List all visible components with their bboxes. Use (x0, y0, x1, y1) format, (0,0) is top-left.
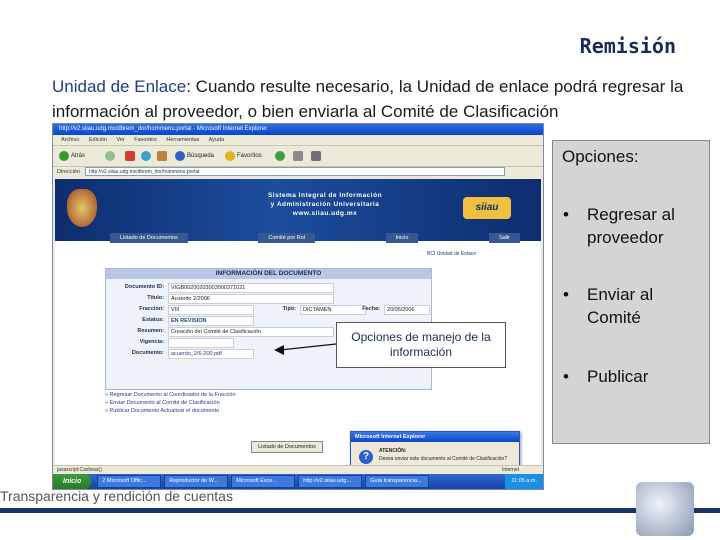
taskbar-item[interactable]: Guía transparencia... (365, 475, 429, 488)
address-input[interactable]: http://v2.siiau.udg.mx/dbrem_dor/hommenu.portal (85, 167, 505, 176)
site-name-line2: y Administración Universitaria (270, 201, 380, 208)
action-send-label: Enviar Documento al Comité de Clasificación (109, 400, 220, 406)
options-callout: Opciones de manejo de la información (336, 322, 506, 368)
taskbar-item[interactable]: http://v2.siiau.udg... (298, 475, 362, 488)
site-url: www.siiau.udg.mx (292, 210, 358, 217)
tipo-label: Tipo: (282, 306, 296, 312)
action-publish-link[interactable]: » Publicar Documento Actualizar el documento (105, 408, 220, 414)
field-label: Título: (147, 295, 164, 301)
bullet-icon: • (563, 205, 569, 224)
option-label: Enviar al Comité (587, 285, 654, 327)
taskbar-item[interactable]: Reproductor de W... (164, 475, 228, 488)
footer-text: Transparencia y rendición de cuentas (0, 488, 233, 504)
dialog-title: Microsoft Internet Explorer (351, 432, 519, 442)
field-label: Documento ID: (124, 284, 164, 290)
action-return-label: Regresar Documento al Coordinador de la Fracción (109, 392, 236, 398)
site-name-line1: Sistema Integral de Información (267, 192, 383, 199)
unidad-enlace-link[interactable]: BCI Unidad de Enlace (427, 251, 477, 257)
field-label: Vigencia: (139, 339, 164, 345)
taskbar-item[interactable]: Microsoft Exce... (231, 475, 295, 488)
bullet-icon: • (563, 285, 569, 304)
slide-title: Remisión (579, 34, 676, 58)
field-value: Acuerdo 2/2006 (168, 294, 334, 304)
status-badge: EN REVISION (168, 316, 254, 326)
fecha-value: 20/06/2006 (384, 305, 430, 315)
dialog-heading: ATENCIÓN: (379, 448, 407, 454)
bullet-icon: • (563, 367, 569, 386)
option-item (563, 203, 703, 249)
field-value: Creación del Comité de Clasificación (168, 327, 334, 337)
menu-herramientas[interactable]: Herramientas (166, 137, 200, 143)
question-icon: ? (359, 450, 373, 464)
field-label: Documento: (131, 350, 164, 356)
action-publish-label: Publicar Documento Actualizar el documento (109, 408, 220, 414)
document-file-link[interactable]: acuerdo_2/6-200.pdf (168, 349, 254, 359)
fecha-label: Fecha: (362, 306, 380, 312)
field-value: VIII (168, 305, 254, 315)
footer-bar (0, 508, 720, 513)
status-zone: Internet (502, 467, 519, 473)
nav-listado[interactable]: Listado de Documentos (110, 233, 188, 243)
menu-ayuda[interactable]: Ayuda (208, 137, 225, 143)
taskbar-clock: 11:05 a.m. (505, 474, 543, 489)
siiau-logo: siiau (463, 197, 511, 219)
browser-title-bar: http://v2.siiau.udg.mx/dbrem_dor/hommenu.portal - Microsoft Internet Explorer (53, 124, 543, 135)
action-send-committee-link[interactable]: » Enviar Documento al Comité de Clasificación (105, 400, 220, 406)
tipo-value: DICTAMEN (300, 305, 366, 315)
address-label: Dirección (57, 169, 80, 175)
option-label: Publicar (587, 367, 649, 386)
menu-edicion[interactable]: Edición (88, 137, 107, 143)
back-label: Atrás (71, 153, 86, 159)
option-label: Regresar al proveedor (587, 205, 675, 247)
nav-salir[interactable]: Salir (489, 233, 520, 243)
intro-description: : Cuando resulte necesario, la Unidad de enlace podrá regresar la información al proveedor, o bien enviarla al Comité de Clasificación (52, 77, 684, 121)
search-label: Búsqueda (187, 153, 215, 159)
menu-favoritos[interactable]: Favoritos (134, 137, 157, 143)
document-info-heading: INFORMACIÓN DEL DOCUMENTO (106, 269, 431, 279)
field-value: VIGB00200203003000371021 (168, 283, 334, 293)
nav-inicio[interactable]: Inicio (386, 233, 419, 243)
footer-logo-icon (636, 482, 694, 536)
option-item (563, 365, 703, 388)
menu-ver[interactable]: Ver (116, 137, 125, 143)
field-label: Resumen: (137, 328, 164, 334)
dialog-message: Desea enviar este documento al Comité de Clasificación? (379, 456, 508, 462)
option-item (563, 283, 703, 329)
taskbar-item[interactable]: 2 Microsoft Offic... (97, 475, 161, 488)
menu-archivo[interactable]: Archivo (61, 137, 80, 143)
field-label: Estatus: (142, 317, 164, 323)
document-list-button[interactable]: Listado de Documentos (251, 441, 323, 453)
options-panel (552, 140, 710, 444)
nav-comite[interactable]: Comité por Rol (258, 233, 315, 243)
options-title: Opciones: (562, 147, 639, 166)
field-label: Fracción: (139, 306, 164, 312)
intro-term: Unidad de Enlace (52, 77, 187, 96)
start-button[interactable]: Inicio (53, 474, 91, 489)
action-return-link[interactable]: » Regresar Documento al Coordinador de la Fracción (105, 392, 236, 398)
status-text: javascript:Cashear() (57, 467, 102, 473)
favorites-label: Favoritos (237, 153, 262, 159)
